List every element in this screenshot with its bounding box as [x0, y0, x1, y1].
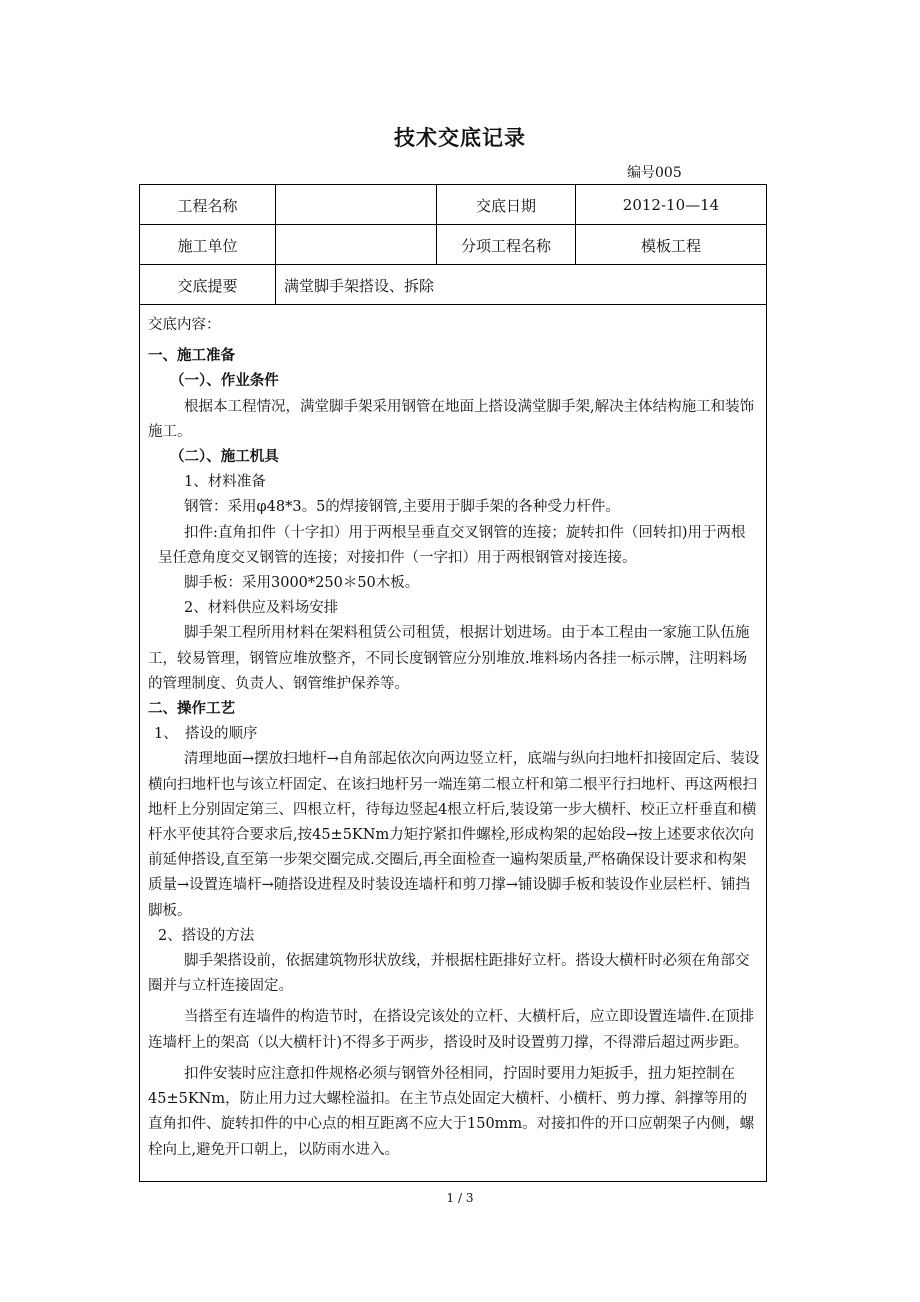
sub-project-value: 模板工程	[640, 236, 701, 255]
paragraph: 清理地面→摆放扫地杆→自角部起依次向两边竖立杆，底端与纵向扫地杆扣接固定后、装设横向扫地杆也与该立杆固定、在该扫地杆另一端连第二根立杆和第二根平行扫地杆、再这两根扫地杆上分别固定第三、四根立杆，待每边竖起4根立杆后,装设第一步大横杆、校正立杆垂直和横杆水平使其符合要求后,按45±5KNm力矩拧紧扣件螺栓,形成构架的起始段→按上述要求依次向前延伸搭设,直至第一步架交圈完成.交圈后,再全面检查一遍构架质量,严格确保设计要求和构架质量→设置连墙杆→随搭设进程及时装设连墙杆和剪刀撑→铺设脚手板和装设作业层栏杆、铺挡脚板。	[148, 751, 760, 919]
list-item: 1、 搭设的顺序	[154, 726, 258, 743]
handover-content	[148, 313, 760, 1163]
project-name-value	[276, 186, 436, 224]
page-number: 1 / 3	[446, 1191, 474, 1205]
subsection-heading: （一）、作业条件	[170, 373, 279, 390]
summary-label: 交底提要	[177, 276, 238, 295]
summary-value: 满堂脚手架搭设、拆除	[284, 276, 435, 295]
section-heading: 二、操作工艺	[148, 701, 235, 718]
subsection-heading: （二）、施工机具	[170, 449, 279, 466]
record-table	[139, 184, 767, 1182]
paragraph: 脚手板：采用3000*250＊50木板。	[184, 575, 420, 592]
paragraph: 扣件:直角扣件（十字扣）用于两根呈垂直交叉钢管的连接；旋转扣件（回转扣)用于两根呈任意角度交叉钢管的连接；对接扣件（一字扣）用于两根钢管对接连接。	[158, 524, 746, 566]
paragraph: 钢管：采用φ48*3。5的焊接钢管,主要用于脚手架的各种受力杆件。	[184, 499, 620, 516]
document-title: 技术交底记录	[394, 126, 526, 150]
list-item: 2、搭设的方法	[158, 927, 255, 944]
content-heading: 交底内容：	[148, 317, 221, 333]
paragraph: 脚手架搭设前，依据建筑物形状放线，并根据柱距排好立杆。搭设大横杆时必须在角部交圈并与立杆连接固定。	[148, 953, 750, 995]
section-heading: 一、施工准备	[148, 348, 235, 365]
paragraph: 当搭至有连墙件的构造节时，在搭设完该处的立杆、大横杆后，应立即设置连墙件.在顶排连墙杆上的架高（以大横杆计)不得多于两步，搭设时及时设置剪刀撑，不得滞后超过两步距。	[148, 1009, 755, 1051]
row-divider	[140, 264, 766, 265]
handover-date-value: 2012-10—14	[622, 196, 720, 214]
list-item: 2、材料供应及料场安排	[184, 600, 339, 617]
sub-project-label: 分项工程名称	[460, 236, 551, 255]
construction-unit-label: 施工单位	[177, 236, 238, 255]
handover-date-label: 交底日期	[475, 196, 536, 215]
project-name-label: 工程名称	[177, 196, 238, 215]
document-number: 编号005	[627, 165, 682, 181]
row-divider	[140, 304, 766, 305]
row-divider	[140, 224, 766, 225]
paragraph: 根据本工程情况，满堂脚手架采用钢管在地面上搭设满堂脚手架,解决主体结构施工和装饰施工。	[148, 398, 755, 440]
paragraph: 扣件安装时应注意扣件规格必须与钢管外径相同，拧固时要用力矩扳手，扭力矩控制在45±5KNm，防止用力过大螺栓溢扣。在主节点处固定大横杆、小横杆、剪力撑、斜撑等用的直角扣件、旋转扣件的中心点的相互距离不应大于150mm。对接扣件的开口应朝架子内侧，螺栓向上,避免开口朝上，以防雨水进入。	[148, 1065, 755, 1158]
paragraph: 脚手架工程所用材料在架料租赁公司租赁，根据计划进场。由于本工程由一家施工队伍施工，较易管理，钢管应堆放整齐，不同长度钢管应分别堆放.堆料场内各挂一标示牌，注明料场的管理制度、负责人、钢管维护保养等。	[148, 625, 750, 692]
list-item: 1、材料准备	[184, 474, 266, 491]
construction-unit-value	[276, 226, 436, 264]
